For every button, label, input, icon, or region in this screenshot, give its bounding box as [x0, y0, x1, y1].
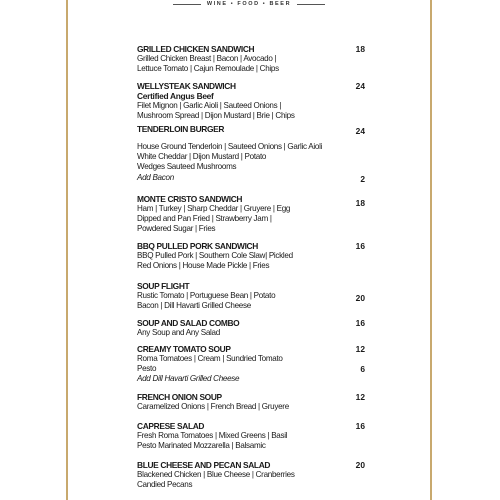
menu-item [137, 241, 365, 271]
tagline-rule-left [173, 4, 201, 5]
header-tagline [68, 0, 430, 8]
item-description-line: White Cheddar | Dijon Mustard | Potato [137, 152, 267, 162]
menu-item [137, 44, 365, 74]
item-name: SOUP AND SALAD COMBO [137, 318, 240, 328]
item-description-line: Pesto [137, 364, 157, 374]
item-description-line: Mushroom Spread | Dijon Mustard | Brie | Chips [137, 111, 295, 121]
item-name: FRENCH ONION SOUP [137, 392, 222, 402]
menu-item [137, 421, 365, 451]
item-name: CAPRESE SALAD [137, 421, 205, 431]
item-description-line: Fresh Roma Tomatoes | Mixed Greens | Basil [137, 431, 288, 440]
item-description-line: Caramelized Onions | French Bread | Gruyere [137, 402, 289, 411]
item-price: 16 [355, 318, 365, 328]
item-description-line: Pesto Marinated Mozzarella | Balsamic [137, 441, 266, 451]
item-price: 24 [355, 81, 365, 91]
menu-item [137, 194, 365, 235]
item-description-line: Red Onions | House Made Pickle | Fries [137, 261, 270, 271]
item-price: 12 [355, 392, 365, 402]
item-addon-price: 6 [360, 364, 365, 374]
item-name: CREAMY TOMATO SOUP [137, 344, 231, 354]
item-name: GRILLED CHICKEN SANDWICH [137, 44, 255, 54]
item-description-line: Powdered Sugar | Fries [137, 224, 216, 234]
item-price: 24 [355, 126, 365, 136]
item-description-line: Roma Tomatoes | Cream | Sundried Tomato [137, 354, 283, 363]
tagline-rule-right [297, 4, 325, 5]
item-price: 16 [355, 421, 365, 431]
item-addon-note: Add Bacon [137, 172, 174, 182]
item-name: TENDERLOIN BURGER [137, 124, 225, 134]
item-description-line: Any Soup and Any Salad [137, 328, 220, 337]
left-border [66, 0, 68, 500]
item-description-line: Filet Mignon | Garlic Aioli | Sauteed Onions | [137, 101, 282, 110]
item-description-line: Lettuce Tomato | Cajun Remoulade | Chips [137, 64, 279, 74]
menu-item [137, 124, 365, 184]
menu-item [137, 344, 365, 385]
tagline-text: WINE • FOOD • BEER [206, 1, 292, 7]
menu-item [137, 318, 365, 338]
item-description-line: Grilled Chicken Breast | Bacon | Avocado | [137, 54, 277, 63]
item-description-line: Rustic Tomato | Portuguese Bean | Potato [137, 291, 276, 300]
item-description-line: Bacon | Dill Havarti Grilled Cheese [137, 301, 251, 311]
item-name: BLUE CHEESE AND PECAN SALAD [137, 460, 271, 470]
item-price: 16 [355, 241, 365, 251]
menu-item [137, 81, 365, 121]
item-name: WELLYSTEAK SANDWICH [137, 81, 236, 91]
menu-item [137, 460, 365, 490]
item-addon-note: Add Dill Havarti Grilled Cheese [137, 374, 240, 384]
item-price: 18 [355, 198, 365, 208]
item-price: 18 [355, 44, 365, 54]
item-price: 20 [355, 293, 365, 303]
right-border [430, 0, 432, 500]
item-description-line: Candied Pecans [137, 480, 193, 490]
item-description-line: Blackened Chicken | Blue Cheese | Cranberries [137, 470, 295, 479]
item-price: 12 [355, 344, 365, 354]
item-price: 20 [355, 460, 365, 470]
item-description-line: BBQ Pulled Pork | Southern Cole Slaw| Pickled [137, 251, 293, 260]
menu-item [137, 392, 365, 412]
item-name: MONTE CRISTO SANDWICH [137, 194, 243, 204]
item-addon-price: 2 [360, 174, 365, 184]
item-description-line: Dipped and Pan Fried | Strawberry Jam | [137, 214, 272, 224]
item-name: SOUP FLIGHT [137, 281, 190, 291]
item-description-line: Ham | Turkey | Sharp Cheddar | Gruyere | Egg [137, 204, 291, 213]
item-name: BBQ PULLED PORK SANDWICH [137, 241, 258, 251]
item-description-line: Wedges Sauteed Mushrooms [137, 162, 237, 172]
item-subtitle: Certified Angus Beef [137, 91, 214, 101]
item-description-line: House Ground Tenderloin | Sauteed Onions | Garlic Aioli [137, 142, 323, 151]
menu-item [137, 281, 365, 311]
